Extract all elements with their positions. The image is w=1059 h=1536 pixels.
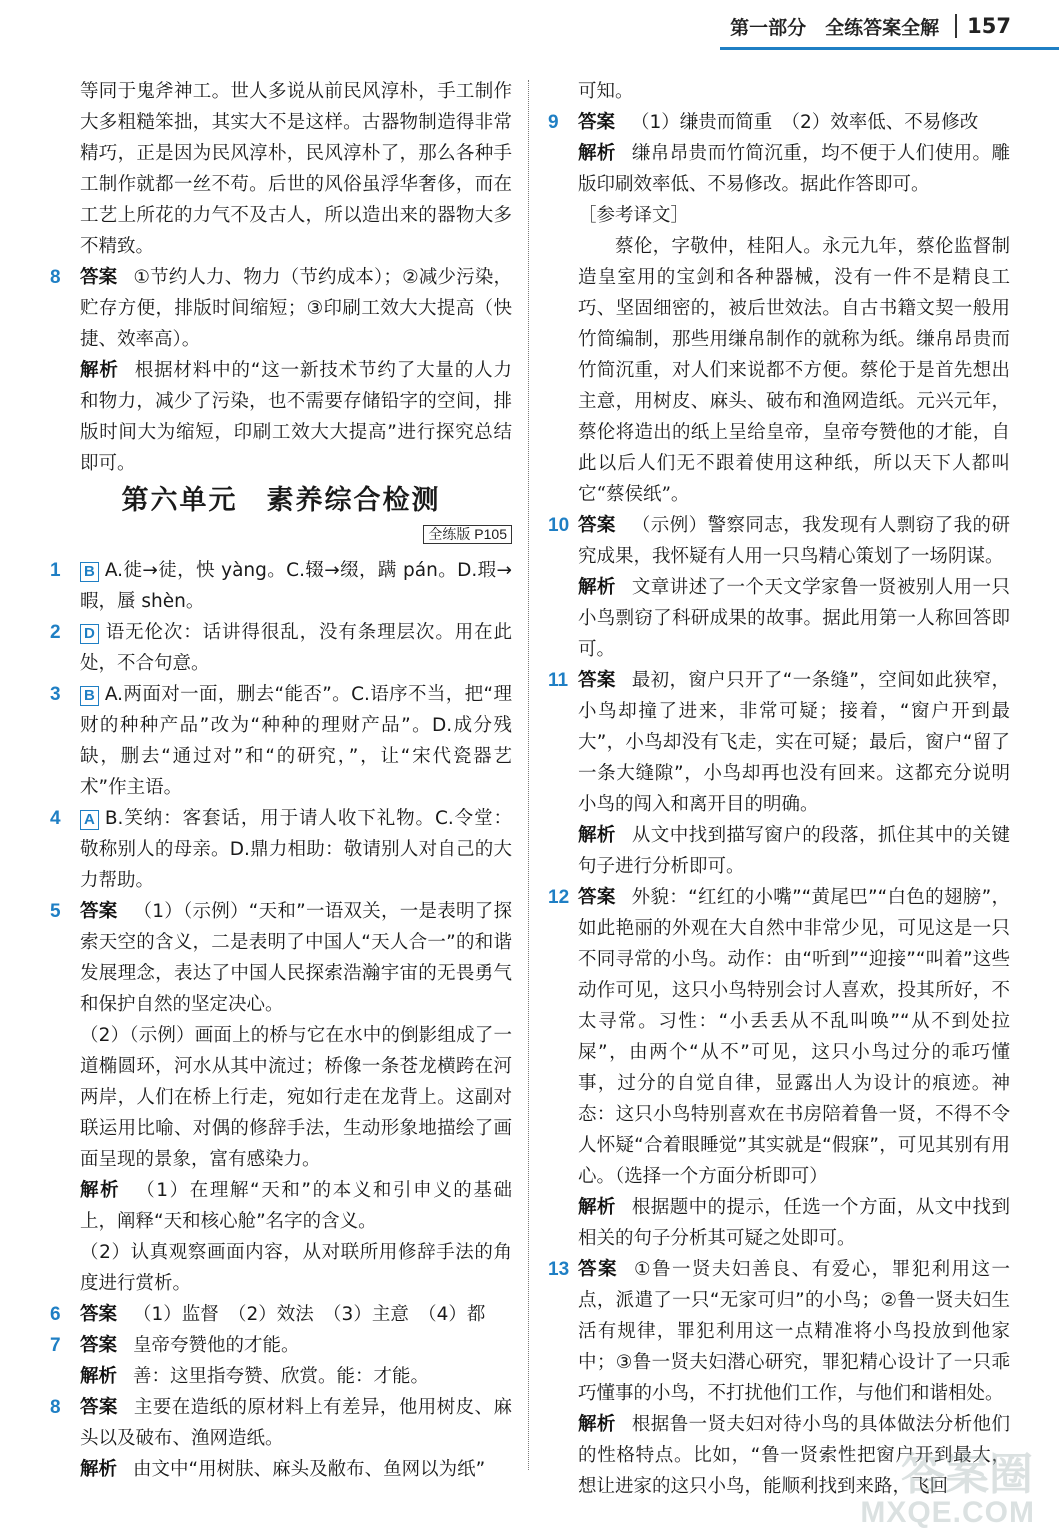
- answer-item: [50, 262, 512, 355]
- unit-reference: [50, 518, 512, 549]
- answer-tag: 答案: [80, 1397, 118, 1418]
- analysis-text: 从文中找到描写窗户的段落，抓住其中的关键句子进行分析即可。: [578, 825, 1010, 877]
- item-number: 1: [50, 560, 61, 581]
- analysis-item: [50, 355, 512, 479]
- analysis-tag: 解析: [80, 1366, 118, 1387]
- answer-text: （1）监督 （2）效法 （3）主意 （4）都: [133, 1304, 486, 1325]
- item-number: 11: [548, 670, 569, 691]
- analysis-item: [50, 1454, 512, 1485]
- analysis-continuation: （2）认真观察画面内容，从对联所用修辞手法的角度进行赏析。: [80, 1242, 512, 1294]
- answer-tag: 答案: [80, 901, 118, 922]
- choice-text: B.笑纳：客套话，用于请人收下礼物。C.令堂：敬称别人的母亲。D.鼎力相助：敬请别人对自己的大力帮助。: [80, 808, 512, 891]
- analysis-text: （1）在理解“天和”的本义和引申义的基础上，阐释“天和核心舱”名字的含义。: [80, 1180, 512, 1232]
- answer-tag: 答案: [80, 1304, 118, 1325]
- answer-item: [548, 510, 1010, 572]
- page-number: 157: [955, 14, 1011, 38]
- right-column: [548, 76, 1010, 1502]
- analysis-item: [50, 1361, 512, 1392]
- item-number: 12: [548, 887, 570, 908]
- analysis-text: 根据材料中的“这一新技术节约了大量的人力和物力，减少了污染，也不需要存储铅字的空间，排版时间大为缩短，印刷工效大大提高”进行探究总结即可。: [80, 360, 512, 474]
- column-divider: [528, 80, 529, 1470]
- answer-item: [548, 1254, 1010, 1409]
- choice-text: 语无伦次：话讲得很乱，没有条理层次。用在此处，不合句意。: [80, 622, 512, 674]
- answer-text: ①鲁一贤夫妇善良、有爱心，罪犯利用这一点，派遣了一只“无家可归”的小鸟；②鲁一贤夫妇生活有规律，罪犯利用这一点精准将小鸟投放到他家中；③鲁一贤夫妇潜心研究，罪犯精心设计了一只乖巧懂事的小鸟，不打扰他们工作，与他们和谐相处。: [578, 1259, 1010, 1404]
- answer-tag: 答案: [80, 267, 118, 288]
- analysis-tag: 解析: [80, 360, 119, 381]
- analysis-text: 文章讲述了一个天文学家鲁一贤被别人用一只小鸟剽窃了科研成果的故事。据此用第一人称回答即可。: [578, 577, 1010, 660]
- watermark-text: 答案圈: [901, 1450, 1033, 1499]
- item-number: 3: [50, 684, 61, 705]
- choice-text: A.两面对一面，删去“能否”。C.语序不当，把“理财的种种产品”改为“种种的理财产品”。D.成分残缺，删去“通过对”和“的研究，”，让“宋代瓷器艺术”作主语。: [80, 684, 512, 798]
- item-number: 10: [548, 515, 570, 536]
- answer-item: [548, 882, 1010, 1192]
- reference-translation-text: 蔡伦，字敬仲，桂阳人。永元九年，蔡伦监督制造皇室用的宝剑和各种器械，没有一件不是精良工巧、坚固细密的，被后世效法。自古书籍文契一般用竹简编制，那些用缣帛制作的就称为纸。缣帛昂贵而竹简沉重，对人们来说都不方便。蔡伦于是首先想出主意，用树皮、麻头、破布和渔网造纸。元兴元年，蔡伦将造出的纸上呈给皇帝，皇帝夸赞他的才能，自此以后人们无不跟着使用这种纸，所以天下人都叫它“蔡侯纸”。: [578, 236, 1010, 505]
- analysis-text: 根据题中的提示，任选一个方面，从文中找到相关的句子分析其可疑之处即可。: [578, 1197, 1010, 1249]
- reference-translation-title: ［参考译文］: [578, 205, 690, 226]
- choice-text: A.徙→徒，怏 yàng。C.辍→缀，蹒 pán。D.瑕→暇，蜃 shèn。: [80, 560, 512, 612]
- answer-item: [50, 896, 512, 1020]
- item-number: 4: [50, 808, 61, 829]
- answer-item: [548, 107, 1010, 138]
- choice-item: [50, 555, 512, 617]
- choice-box: B: [80, 562, 99, 582]
- answer-tag: 答案: [578, 670, 616, 691]
- analysis-text: 由文中“用树肤、麻头及敝布、鱼网以为纸”: [133, 1459, 486, 1480]
- analysis-tag: 解析: [578, 577, 616, 598]
- answer-tag: 答案: [578, 515, 616, 536]
- answer-text: ①节约人力、物力（节约成本）；②减少污染，贮存方便，排版时间缩短；③印刷工效大大提高（快捷、效率高）。: [80, 267, 512, 350]
- choice-item: [50, 679, 512, 803]
- header-section-title: 第一部分 全练答案全解: [730, 16, 940, 39]
- answer-item: [548, 665, 1010, 820]
- analysis-continuation: 可知。: [578, 81, 634, 102]
- analysis-text: 根据鲁一贤夫妇对待小鸟的具体做法分析他们的性格特点。比如，“鲁一贤索性把窗户开到最大，想让进家的这只小鸟，能顺利找到来路，飞回: [578, 1414, 1010, 1497]
- analysis-tag: 解析: [578, 1414, 616, 1435]
- translation-continuation: 等同于鬼斧神工。世人多说从前民风淳朴，手工制作大多粗糙笨拙，其实大不是这样。古器物制造得非常精巧，正是因为民风淳朴，民风淳朴了，那么各种手工制作就都一丝不苟。后世的风俗虽浮华奢侈，而在工艺上所花的力气不及古人，所以造出来的器物大多不精致。: [80, 81, 512, 257]
- answer-text: （示例）警察同志，我发现有人剽窃了我的研究成果，我怀疑有人用一只鸟精心策划了一场阴谋。: [578, 515, 1010, 567]
- item-number: 8: [50, 1397, 61, 1418]
- answer-text: 外貌：“红红的小嘴”“黄尾巴”“白色的翅膀”，如此艳丽的外观在大自然中非常少见，可见这是一只不同寻常的小鸟。动作：由“听到”“迎接”“叫着”这些动作可见，这只小鸟特别会讨人喜欢，投其所好，不太寻常。习性：“小丢丢从不乱叫唤”“从不到处拉屎”，由两个“从不”可见，这只小鸟过分的乖巧懂事，过分的自觉自律，显露出人为设计的痕迹。神态：这只小鸟特别喜欢在书房陪着鲁一贤，不得不令人怀疑“合着眼睡觉”其实就是“假寐”，可见其别有用心。（选择一个方面分析即可）: [578, 887, 1010, 1187]
- answer-item: [50, 1299, 512, 1330]
- analysis-tag: 解析: [578, 825, 616, 846]
- item-number: 9: [548, 112, 559, 133]
- analysis-item: [548, 138, 1010, 200]
- page-header: [730, 6, 1011, 46]
- answer-item: [50, 1330, 512, 1361]
- answer-text: 主要在造纸的原材料上有差异，他用树皮、麻头以及破布、渔网造纸。: [80, 1397, 512, 1449]
- unit-reference-label: 全练版 P105: [423, 525, 512, 544]
- analysis-tag: 解析: [80, 1180, 121, 1201]
- left-column: [50, 76, 512, 1485]
- answer-item: [50, 1392, 512, 1454]
- analysis-item: [548, 1192, 1010, 1254]
- analysis-item: [548, 572, 1010, 665]
- unit-title: 第六单元 素养综合检测: [121, 485, 441, 516]
- analysis-tag: 解析: [578, 1197, 616, 1218]
- answer-text: 最初，窗户只开了“一条缝”，空间如此狭窄，小鸟却撞了进来，非常可疑；接着，“窗户开到最大”，小鸟却没有飞走，实在可疑；最后，窗户“留了一条大缝隙”，小鸟却再也没有回来。这都充分说明小鸟的闯入和离开目的明确。: [578, 670, 1010, 815]
- choice-box: D: [80, 624, 99, 644]
- item-number: 7: [50, 1335, 61, 1356]
- watermark-logo: [860, 1450, 1041, 1530]
- analysis-tag: 解析: [578, 143, 616, 164]
- answer-text: （1）缣贵而简重 （2）效率低、不易修改: [631, 112, 979, 133]
- choice-item: [50, 617, 512, 679]
- answer-tag: 答案: [578, 112, 616, 133]
- item-number: 2: [50, 622, 61, 643]
- analysis-tag: 解析: [80, 1459, 118, 1480]
- analysis-text: 善：这里指夸赞、欣赏。能：才能。: [133, 1366, 430, 1387]
- answer-continuation: （2）（示例）画面上的桥与它在水中的倒影组成了一道椭圆环，河水从其中流过；桥像一条苍龙横跨在河两岸，人们在桥上行走，宛如行走在龙背上。这副对联运用比喻、对偶的修辞手法，生动形象地描绘了画面呈现的景象，富有感染力。: [80, 1025, 512, 1170]
- item-number: 6: [50, 1304, 61, 1325]
- item-number: 8: [50, 267, 61, 288]
- answer-text: （1）（示例）“天和”一语双关，一是表明了探索天空的含义，二是表明了中国人“天人合一”的和谐发展理念，表达了中国人民探索浩瀚宇宙的无畏勇气和保护自然的坚定决心。: [80, 901, 512, 1015]
- choice-item: [50, 803, 512, 896]
- choice-box: B: [80, 686, 99, 706]
- item-number: 13: [548, 1259, 570, 1280]
- analysis-item: [548, 820, 1010, 882]
- analysis-item: [50, 1175, 512, 1237]
- watermark-url: MXQE.COM: [860, 1496, 1035, 1529]
- header-rule: [720, 47, 1059, 50]
- answer-tag: 答案: [80, 1335, 118, 1356]
- answer-text: 皇帝夸赞他的才能。: [133, 1335, 300, 1356]
- item-number: 5: [50, 901, 61, 922]
- choice-box: A: [80, 810, 99, 830]
- answer-tag: 答案: [578, 1259, 618, 1280]
- answer-tag: 答案: [578, 887, 616, 908]
- analysis-text: 缣帛昂贵而竹简沉重，均不便于人们使用。雕版印刷效率低、不易修改。据此作答即可。: [578, 143, 1010, 195]
